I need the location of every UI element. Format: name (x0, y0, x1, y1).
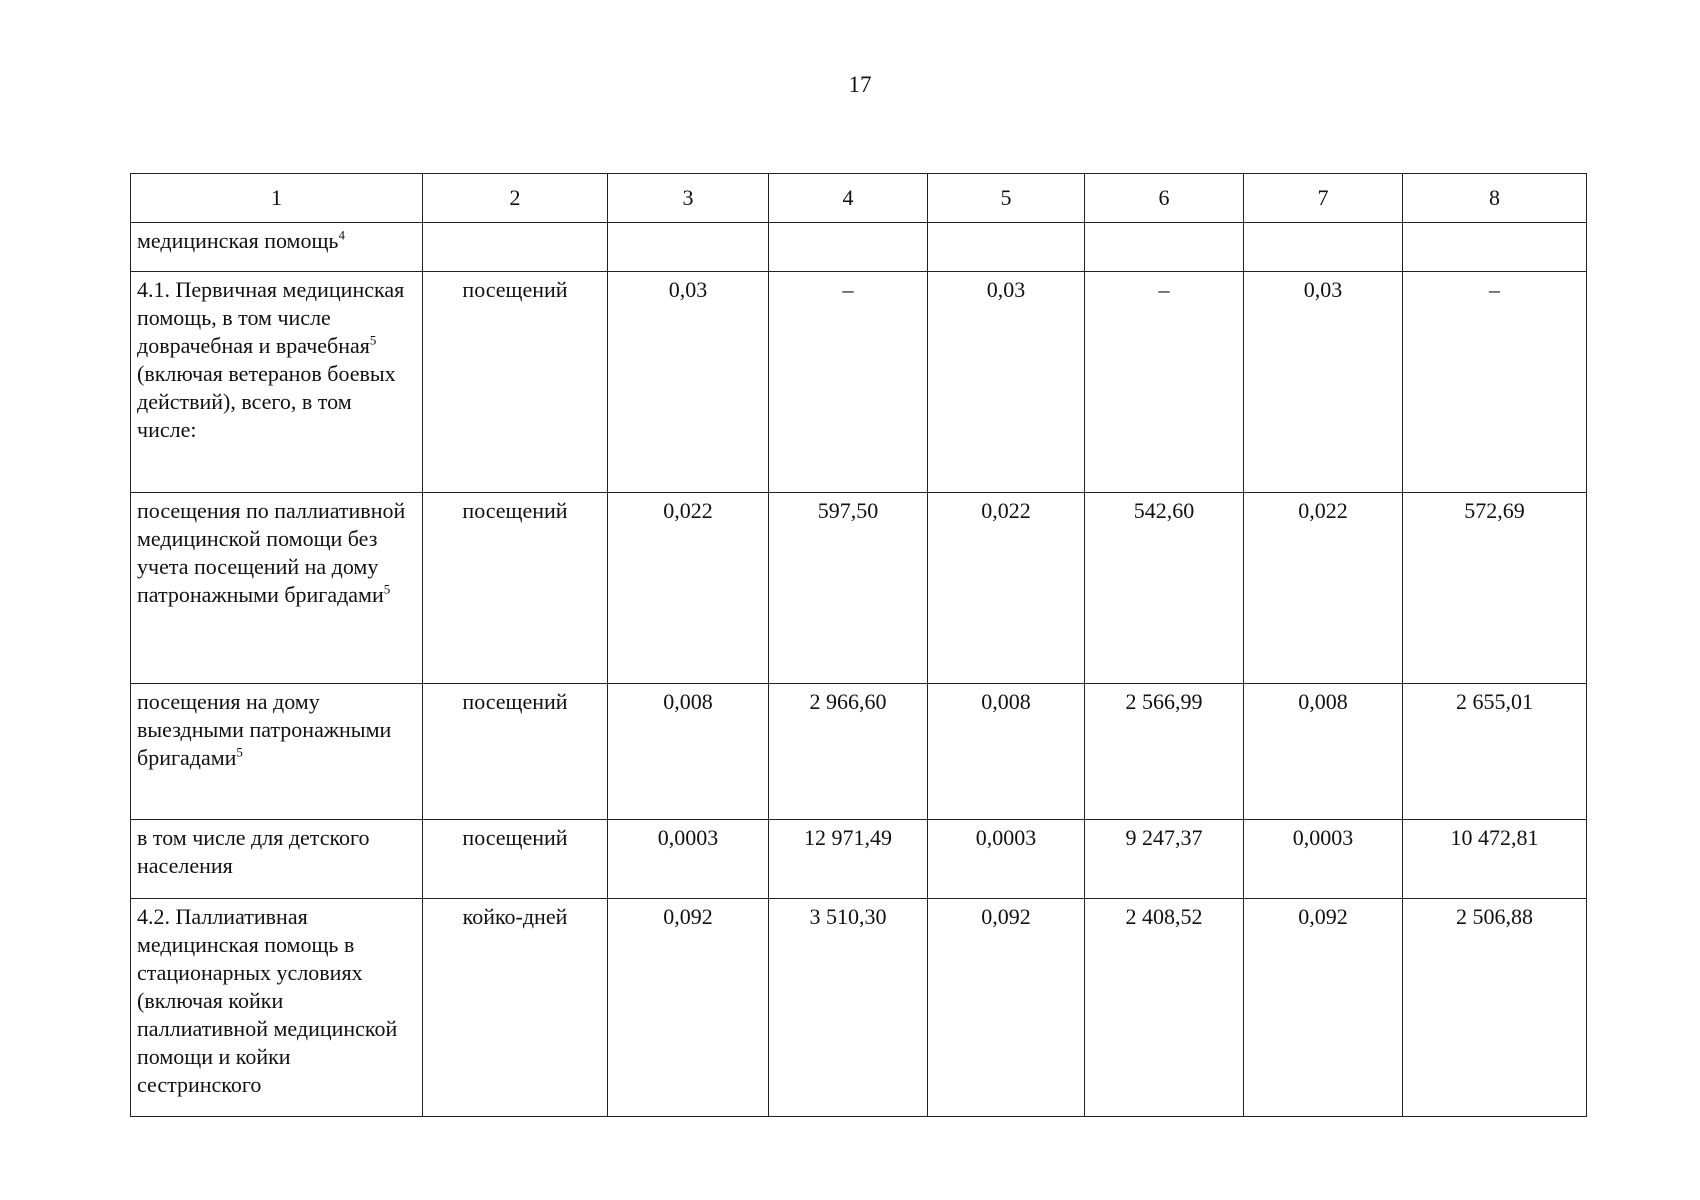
value-cell: 542,60 (1085, 493, 1244, 684)
value-cell: 572,69 (1403, 493, 1587, 684)
value-cell: 9 247,37 (1085, 820, 1244, 899)
column-header: 8 (1403, 174, 1587, 223)
value-cell: 0,0003 (608, 820, 769, 899)
value-cell: 597,50 (769, 493, 928, 684)
value-cell (608, 223, 769, 272)
value-cell: 0,03 (1244, 272, 1403, 493)
unit-cell: посещений (423, 272, 608, 493)
value-cell: 0,008 (928, 684, 1085, 820)
column-header: 7 (1244, 174, 1403, 223)
table-row (131, 223, 1587, 272)
unit-cell: посещений (423, 493, 608, 684)
row-label: медицинская помощь$^4$ (131, 223, 423, 272)
value-cell: 0,008 (608, 684, 769, 820)
footnote-marker: 5 (236, 744, 243, 760)
page-number: 17 (848, 72, 872, 97)
value-cell: 0,022 (928, 493, 1085, 684)
row-label: посещения на дому выездными патронажными бригадами$^5$ (131, 684, 423, 820)
value-cell: 2 966,60 (769, 684, 928, 820)
table-row (131, 899, 1587, 1117)
value-cell: 0,0003 (1244, 820, 1403, 899)
value-cell: 2 506,88 (1403, 899, 1587, 1117)
unit-cell: посещений (423, 820, 608, 899)
value-cell: 0,03 (928, 272, 1085, 493)
value-cell: – (1403, 272, 1587, 493)
value-cell: 0,008 (1244, 684, 1403, 820)
value-cell: 0,092 (608, 899, 769, 1117)
row-label: 4.1. Первичная медицинская помощь, в том числе доврачебная и врачебная$^5$ (включая ветеранов боевых действий), всего, в том числе: (131, 272, 423, 493)
value-cell: 0,022 (608, 493, 769, 684)
column-header: 6 (1085, 174, 1244, 223)
value-cell: – (769, 272, 928, 493)
value-cell: 2 655,01 (1403, 684, 1587, 820)
table-row (131, 272, 1587, 493)
row-label: посещения по паллиативной медицинской помощи без учета посещений на дому патронажными бригадами$^5$ (131, 493, 423, 684)
value-cell: 0,03 (608, 272, 769, 493)
value-cell (1244, 223, 1403, 272)
unit-cell (423, 223, 608, 272)
value-cell (1085, 223, 1244, 272)
footnote-marker: 4 (338, 227, 345, 243)
value-cell: 0,092 (1244, 899, 1403, 1117)
value-cell: 0,0003 (928, 820, 1085, 899)
unit-cell: посещений (423, 684, 608, 820)
value-cell: 0,092 (928, 899, 1085, 1117)
value-cell: 2 566,99 (1085, 684, 1244, 820)
value-cell: 0,022 (1244, 493, 1403, 684)
data-table (130, 173, 1587, 1117)
footnote-marker: 5 (383, 581, 391, 597)
table-row (131, 684, 1587, 820)
column-header: 3 (608, 174, 769, 223)
value-cell: 3 510,30 (769, 899, 928, 1117)
row-label: 4.2. Паллиативная медицинская помощь в стационарных условиях (включая койки паллиативной медицинской помощи и койки сестринского (131, 899, 423, 1117)
value-cell: 12 971,49 (769, 820, 928, 899)
value-cell (928, 223, 1085, 272)
table-row (131, 493, 1587, 684)
column-header: 5 (928, 174, 1085, 223)
value-cell: – (1085, 272, 1244, 493)
column-header: 1 (131, 174, 423, 223)
footnote-marker: 5 (369, 332, 377, 348)
value-cell (769, 223, 928, 272)
value-cell: 10 472,81 (1403, 820, 1587, 899)
value-cell: 2 408,52 (1085, 899, 1244, 1117)
unit-cell: койко-дней (423, 899, 608, 1117)
value-cell (1403, 223, 1587, 272)
column-header: 4 (769, 174, 928, 223)
table-row (131, 820, 1587, 899)
column-number-row (131, 174, 1587, 223)
column-header: 2 (423, 174, 608, 223)
row-label: в том числе для детского населения (131, 820, 423, 899)
